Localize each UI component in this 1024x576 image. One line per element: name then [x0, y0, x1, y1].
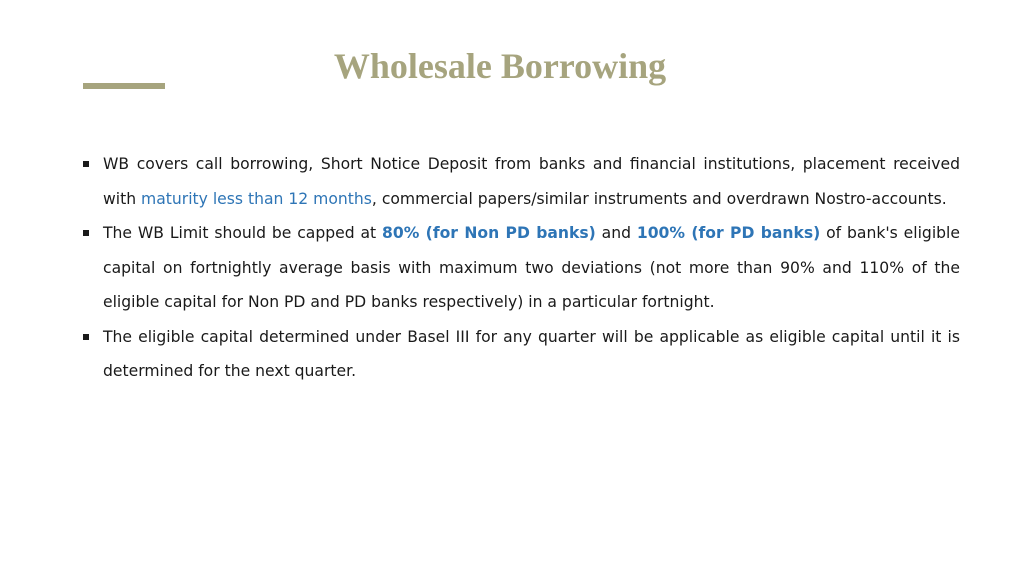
square-bullet-icon [83, 230, 89, 236]
bullet-item [80, 216, 960, 320]
highlight-non-pd-limit: 80% (for Non PD banks) [382, 224, 596, 242]
bullet-item [80, 147, 960, 216]
bullet-list [80, 147, 960, 389]
bullet-text: of bank's eligible capital on fortnightly average basis with maximum two deviations (not more than 90% and 110% of the eligible capital for Non PD and PD banks respectively) in a particular fortnight. [103, 224, 960, 311]
square-bullet-icon [83, 161, 89, 167]
bullet-text: , commercial papers/similar instruments and overdrawn Nostro-accounts. [371, 189, 947, 208]
bullet-item [80, 320, 960, 389]
bullet-text: The WB Limit should be capped at [103, 224, 383, 242]
square-bullet-icon [83, 334, 89, 340]
bullet-text: and [595, 224, 637, 242]
bullet-text: WB covers call borrowing, Short Notice Deposit from banks and financial institutions, placement received with [103, 155, 960, 208]
page-title: Wholesale Borrowing [333, 46, 667, 86]
bullet-text: The eligible capital determined under Basel III for any quarter will be applicable as eligible capital until it is determined for the next quarter. [103, 327, 960, 380]
highlight-maturity: maturity less than 12 months [141, 189, 372, 208]
highlight-pd-limit: 100% (for PD banks) [636, 224, 821, 242]
